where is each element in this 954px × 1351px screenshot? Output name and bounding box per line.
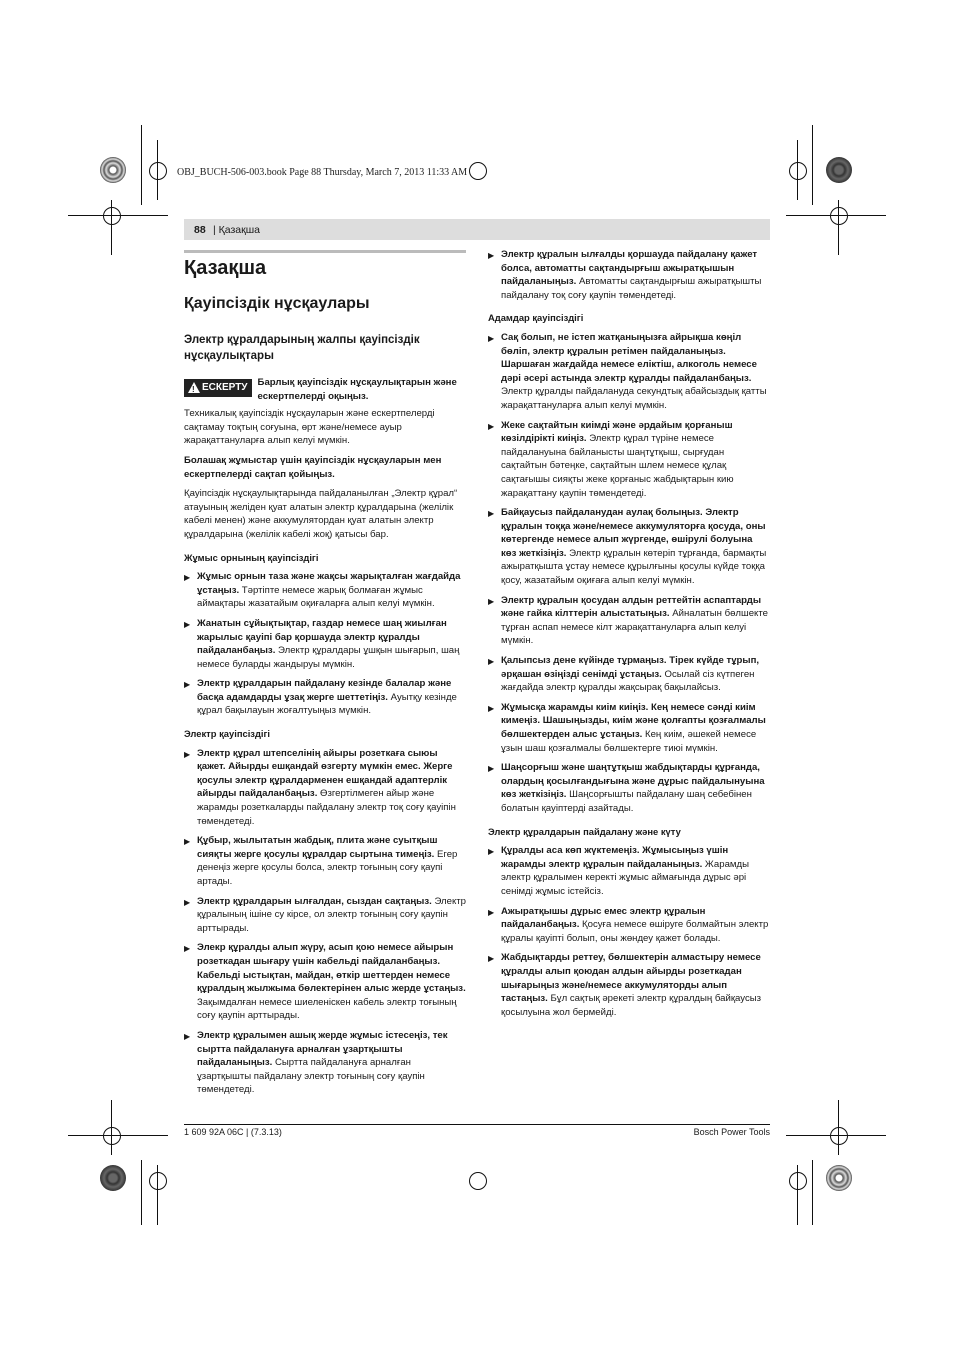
list-item-body: Электр құралының ішіне су кірсе, ол электр тоғының соғу қаупін арттырады. (197, 895, 466, 934)
bullet-arrow-icon: ▶ (184, 837, 191, 847)
list-item (184, 834, 466, 888)
registration-target-icon (100, 157, 126, 183)
list-item-body: Шаңсорғышты пайдалану шаң себебінен болатын қауіптерді азайтады. (501, 789, 752, 814)
print-slug: OBJ_BUCH-506-003.book Page 88 Thursday, March 7, 2013 11:33 AM (177, 167, 468, 178)
list-item-bold: Қалыпсыз дене күйінде тұрмаңыз. Тірек күйде тұрып, әрқашан өзіңізді сенімді ұстаңыз. (501, 655, 760, 680)
list-item (488, 761, 770, 815)
bullet-arrow-icon: ▶ (488, 333, 495, 343)
warning-badge-label: ЕСКЕРТУ (202, 382, 248, 393)
list-item-text (501, 506, 770, 588)
list-item (488, 654, 770, 695)
crosshair-icon (103, 207, 121, 225)
list-item-body: Электр құралын көтеріп тұрғанда, бармақты ажыратқышта ұстау немесе құрылғыны қосулы күйде тоққа қосу, жазатайым оқиғаға алып келуі мүмкін. (501, 547, 767, 587)
warning-triangle-icon (188, 382, 200, 393)
left-column (184, 250, 466, 1103)
bullet-arrow-icon: ▶ (488, 954, 495, 964)
list-item-text (197, 895, 466, 936)
list-item-text (197, 617, 466, 671)
list-item-bold: Электр құралдарын пайдалану кезінде балалар және басқа адамдарды ұзақ жерге шеттетіңіз. (197, 678, 452, 703)
warning-text: Барлық қауіпсіздік нұсқаулықтарын және ескертпелерді оқыңыз. (257, 377, 457, 402)
crosshair-icon (149, 1172, 167, 1190)
list-item-bold: Электр құрал штепселінің айыры розеткаға сыюы қажет. Айырды ешқандай өзгерту мүмкін емес. Жерге қосулы электр құралдарменен ешқандай адаптерлік айырды пайдаланбаңыз. (197, 747, 453, 800)
list-item-body: Өзгертілмеген айыр және жарамды розеткаларды пайдалану электр тоқ соғу қауіпін төмендетеді. (197, 788, 456, 827)
crosshair-icon (830, 1127, 848, 1145)
list-item-text (501, 844, 770, 898)
subsection-title: Электр құралдарының жалпы қауіпсіздік нұсқаулықтары (184, 334, 420, 362)
list-item-body: Кең киім, әшекей немесе ұзын шаш қозғалмалы бөлшектерге тиюі мүмкін. (501, 729, 757, 754)
crosshair-icon (469, 162, 487, 180)
list-item-body: Автоматты сақтандырғыш ажыратқышты пайдалану тоқ соғу қаупін төмендетеді. (501, 276, 762, 301)
list-item-text (501, 419, 770, 501)
definition-paragraph: Қауіпсіздік нұсқаулықтарында пайдаланылған „Электр құрал“ атауының желіден қуат алатын электр құралдарына (желілік кабелі менен) және аккумулятордан қуат алатын электр құралдарына (желілік кабелі жоқ) қатысы бар. (184, 488, 458, 540)
personal-heading: Адамдар қауіпсіздігі (488, 312, 584, 324)
list-item-text (501, 248, 770, 302)
electrical-list-continued (488, 248, 770, 302)
list-item-text (197, 747, 466, 829)
list-item-bold: Жабдықтарды реттеу, бөлшектерін алмастыру немесе құралды алып қоюдан алдын айырды розеткадан шығарыңыз және/немесе аккумуляторды алып тастаңыз. (501, 952, 761, 1005)
list-item (488, 844, 770, 898)
list-item-text (197, 834, 466, 888)
bullet-arrow-icon: ▶ (488, 703, 495, 713)
list-item (184, 617, 466, 671)
list-item-bold: Элекр құралды алып жүру, асып қою немесе айырын розеткадан шығару үшін кабельді пайдаланбаңыз. Кабельді ыстықтан, майдан, өткір шеттерден немесе құралдың жылжыма бөлектерінен алыс жерде ұстаңыз. (197, 942, 466, 995)
bullet-arrow-icon: ▶ (488, 251, 495, 260)
list-item (184, 895, 466, 936)
list-item (184, 1029, 466, 1097)
list-item (184, 677, 466, 718)
crosshair-icon (149, 162, 167, 180)
list-item (184, 747, 466, 829)
list-item (488, 331, 770, 413)
page-number: 88 (194, 224, 206, 236)
list-item-body: Зақымдалған немесе шиеленіскен кабель электр тоғының соғу қаупін арттырады. (197, 996, 457, 1022)
list-item (488, 594, 770, 648)
list-item-text (501, 761, 770, 815)
crosshair-icon (469, 1172, 487, 1190)
keep-instructions: Болашақ жұмыстар үшін қауіпсіздік нұсқауларын мен ескертпелерді сақтап қойыңыз. (184, 454, 442, 480)
section-title: Қауіпсіздік нұсқаулары (184, 295, 370, 312)
header-language: | Қазақша (213, 224, 261, 236)
bullet-arrow-icon: ▶ (488, 847, 495, 857)
list-item (184, 570, 466, 611)
header-language-label: Қазақша (218, 224, 261, 236)
bullet-arrow-icon: ▶ (488, 657, 495, 667)
list-item-bold: Шаңсорғыш және шаңтұтқыш жабдықтарды құрғанда, олардың қосылғандығына және дұрыс пайдалынуына көз жеткізіңіз. (501, 762, 765, 801)
list-item-bold: Электр құралын қосудан алдын реттейтін аспаптарды және гайка кілттерін алыстатыңыз. (501, 594, 762, 620)
crop-mark (141, 125, 142, 205)
list-item-body: Электр құралды пайдалануда секундтық абайсыздық қатты жарақаттануларға алып келуі мүмкін. (501, 386, 767, 411)
registration-target-icon (826, 157, 852, 183)
list-item-text (197, 941, 466, 1023)
list-item-text (501, 331, 770, 413)
crop-mark (812, 125, 813, 205)
bullet-arrow-icon: ▶ (184, 619, 191, 629)
list-item-bold: Сақ болып, не істеп жатқаныңызға айрықша көңіл бөліп, электр құралын ретімен пайдаланыңыз. Шаршаған жағдайда немесе еліктіш, алкоголь немесе дәрі әсері астында электр құралды пайдаланбаңыз. (501, 331, 757, 384)
list-item-body: Жарамды электр құралымен керекті жұмыс аймағында дұрыс әрі сенімді жұмыс істейсіз. (501, 858, 749, 897)
list-item-text (501, 654, 770, 695)
intro-paragraph: Техникалық қауіпсіздік нұсқауларын және ескертпелерді сақтамау тоқтың соғуына, өрт және/немесе ауыр жарақаттануларға алып келуі мүмкін. (184, 408, 435, 447)
list-item-text (501, 594, 770, 648)
list-item-body: Айналатын бөлшекте тұрған аспап немесе кілт жарақаттануларға алып келуі мүмкін. (501, 608, 768, 647)
bullet-arrow-icon: ▶ (488, 421, 495, 431)
crop-mark (141, 1160, 142, 1225)
bullet-arrow-icon: ▶ (184, 573, 191, 583)
crop-mark (812, 1160, 813, 1225)
list-item-bold: Жеке сақтайтын киімді және әрдайым қорғаныш көзілдірікті киіңіз. (501, 419, 733, 445)
bullet-arrow-icon: ▶ (488, 509, 495, 519)
list-item-text (197, 1029, 466, 1097)
bullet-arrow-icon: ▶ (184, 1031, 191, 1041)
list-item-body: Бұл сақтық әрекеті электр құралдың байқаусыз қосылуына жол бермейді. (501, 993, 762, 1018)
registration-target-icon (100, 1165, 126, 1191)
warning-block (184, 376, 466, 403)
list-item-bold: Ажыратқышы дұрыс емес электр құралын пайдаланбаңыз. (501, 905, 706, 931)
list-item (488, 506, 770, 588)
footer-rule (184, 1124, 770, 1125)
usage-heading: Электр құралдарын пайдалану және күту (488, 825, 681, 837)
bullet-arrow-icon: ▶ (184, 897, 191, 907)
list-item-body: Электр құрал түріне немесе пайдалануына байланысты шаңтұтқыш, сырғудан сақтайтын бәтеңке, сақтайтын шлем немесе құлақ сақтағышы сияқты жеке қорғаныс жабдықтарын кию жарақаттану қаупін төмендетеді. (501, 433, 734, 499)
crosshair-icon (789, 1172, 807, 1190)
crosshair-icon (789, 162, 807, 180)
list-item-text (197, 570, 466, 611)
list-item-body: Тәртіпте немесе жарық болмаған жұмыс аймақтары жазатайым оқиғаларға алып келуі мүмкін. (197, 584, 435, 610)
list-item-text (501, 905, 770, 946)
list-item-bold: Электр құралын ылғалды қоршауда пайдалану қажет болса, автоматты сақтандырғыш ажыратқышын пайдаланыңыз. (501, 249, 758, 288)
list-item (488, 951, 770, 1019)
warning-badge (184, 379, 252, 397)
workplace-heading: Жұмыс орнының қауіпсіздігі (184, 551, 319, 563)
list-item-text (501, 951, 770, 1019)
list-item-bold: Құбыр, жылытатын жабдық, плита және суытқыш сияқты жерге қосулы құралдар сыртына тимеңіз. (197, 835, 438, 860)
crosshair-icon (103, 1127, 121, 1145)
footer-brand: Bosch Power Tools (693, 1127, 770, 1137)
bullet-arrow-icon: ▶ (184, 749, 191, 759)
crosshair-icon (830, 207, 848, 225)
list-item-bold: Жанатын сұйықтықтар, газдар немесе шаң жиылған жарылыс қауіпі бар қоршауда электр құралды пайдаланбаңыз. (197, 617, 447, 657)
electrical-list (184, 747, 466, 1097)
personal-list (488, 331, 770, 816)
bullet-arrow-icon: ▶ (184, 680, 191, 690)
bullet-arrow-icon: ▶ (488, 907, 495, 917)
bullet-arrow-icon: ▶ (184, 944, 191, 954)
list-item (488, 701, 770, 755)
list-item-body: Егер денеңіз жерге қосулы болса, электр тоғының соғу қаупі артады. (197, 848, 458, 887)
list-item-body: Қосуға немесе өшіруге болмайтын электр құралы қауіпті болып, оны жөндеу қажет болады. (501, 919, 769, 944)
list-item-body: Сыртта пайдалануға арналған ұзартқышты пайдалану электр тоғының соғу қаупін төмендетеді. (197, 1057, 425, 1096)
bullet-arrow-icon: ▶ (488, 764, 495, 774)
list-item-text (197, 677, 466, 718)
list-item-bold: Жұмысқа жарамды киім киіңіз. Кең немесе сәнді киім кимеңіз. Шашыңызды, киім және қолғапты қозғалмалы бөлшектерден алыс ұстаңыз. (501, 701, 766, 740)
page-title: Қазақша (184, 250, 466, 280)
footer-doc-number: 1 609 92A 06C | (7.3.13) (184, 1127, 282, 1137)
list-item-bold: Электр құралымен ашық жерде жұмыс істесеңіз, тек сыртта пайдалануға арналған ұзартқышты пайдаланыңыз. (197, 1029, 448, 1069)
list-item-text (501, 701, 770, 755)
running-header (184, 219, 770, 240)
list-item-bold: Электр құралдарын ылғалдан, сыздан сақтаңыз. (197, 895, 432, 907)
list-item-body: Электр құралдары ұшқын шығарып, шаң немесе буларды жандыруы мүмкін. (197, 645, 460, 670)
list-item-body: Осылай сіз күтпеген жағдайда электр құралды жақсырақ бақылайсыз. (501, 668, 755, 694)
list-item (488, 905, 770, 946)
list-item-bold: Жұмыс орнын таза және жақсы жарықталған жағдайда ұстаңыз. (197, 571, 461, 596)
workplace-list (184, 570, 466, 718)
list-item (488, 248, 770, 302)
list-item (184, 941, 466, 1023)
usage-list (488, 844, 770, 1019)
electrical-heading: Электр қауіпсіздігі (184, 728, 271, 740)
list-item-bold: Байқаусыз пайдаланудан аулақ болыңыз. Электр құралын тоққа және/немесе аккумуляторға қосуда, оны көтергенде немесе алып жүргенде, өшірулі болуына көз жеткізіңіз. (501, 507, 766, 559)
list-item-bold: Құралды аса көп жүктемеңіз. Жұмысыңыз үшін жарамды электр құралын пайдаланыңыз. (501, 845, 729, 870)
right-column (488, 248, 770, 1025)
bullet-arrow-icon: ▶ (488, 596, 495, 606)
registration-target-icon (826, 1165, 852, 1191)
list-item-body: Ауытқу кезінде құрал бақылауын жоғалтуыңыз мүмкін. (197, 691, 457, 717)
list-item (488, 419, 770, 501)
